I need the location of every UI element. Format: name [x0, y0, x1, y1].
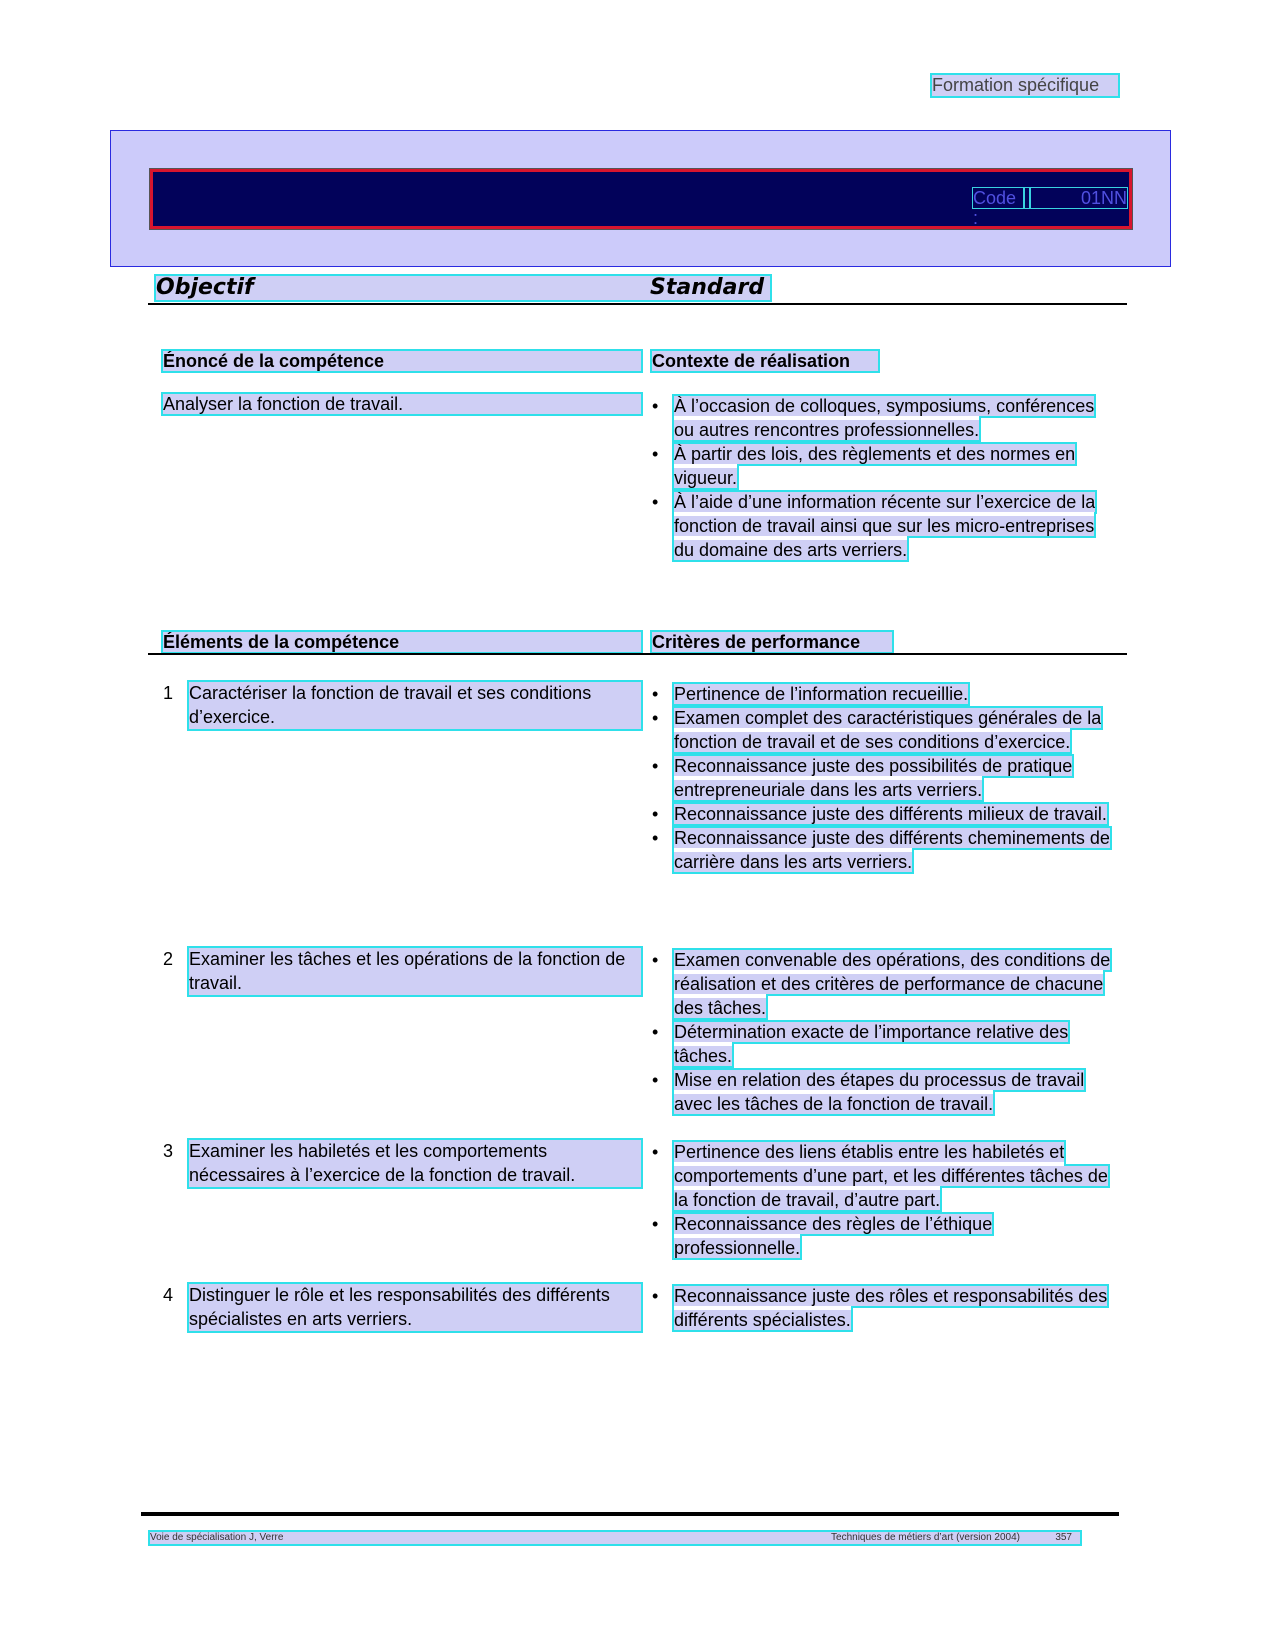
- element-text: Examiner les tâches et les opérations de la fonction de travail.: [189, 948, 641, 995]
- elements-rule: [148, 653, 1127, 655]
- column-heading-objectif: [156, 276, 770, 300]
- competence-statement: Analyser la fonction de travail.: [163, 394, 641, 414]
- element-number: 2: [163, 949, 174, 969]
- criterion-item-text: Pertinence de l’information recueillie.: [674, 684, 969, 704]
- bullet-icon: •: [652, 492, 659, 512]
- title-panel: [110, 130, 1171, 267]
- context-item-text: À l’occasion de colloques, symposiums, conférences ou autres rencontres professionnelles.: [674, 396, 1095, 440]
- criterion-item: [652, 1020, 1112, 1068]
- bullet-icon: •: [652, 1214, 659, 1234]
- bullet-icon: •: [652, 950, 659, 970]
- criterion-item: [652, 706, 1112, 754]
- context-item: [652, 490, 1112, 562]
- code-label: Code :: [973, 188, 1023, 208]
- bullet-icon: •: [652, 756, 659, 776]
- bullet-icon: •: [652, 804, 659, 824]
- element-text: Distinguer le rôle et les responsabilités des différents spécialistes en arts verriers.: [189, 1284, 641, 1331]
- context-item-text: À partir des lois, des règlements et des normes en vigueur.: [674, 444, 1076, 488]
- bullet-icon: •: [652, 828, 659, 848]
- bullet-icon: •: [652, 1286, 659, 1306]
- footer-page-number: 357: [1055, 1532, 1072, 1543]
- criterion-item-text: Reconnaissance juste des possibilités de pratique entrepreneuriale dans les arts verriers.: [674, 756, 1073, 800]
- criterion-item: [652, 948, 1112, 1020]
- elements-heading: Éléments de la compétence: [163, 632, 641, 652]
- context-item: [652, 442, 1112, 490]
- footer-right: Techniques de métiers d’art (version 2004): [831, 1532, 1020, 1543]
- criterion-item: [652, 1068, 1112, 1116]
- criterion-item-text: Pertinence des liens établis entre les habiletés et comportements d’une part, et les différentes tâches de la fonction de travail, d’autre part.: [674, 1142, 1108, 1210]
- criterion-item-text: Reconnaissance juste des rôles et responsabilités des différents spécialistes.: [674, 1286, 1108, 1330]
- bullet-icon: •: [652, 708, 659, 728]
- element-text: Examiner les habiletés et les comportements nécessaires à l’exercice de la fonction de travail.: [189, 1140, 641, 1187]
- criterion-item-text: Reconnaissance des règles de l’éthique professionnelle.: [674, 1214, 993, 1258]
- criteria-list: [652, 1284, 1112, 1332]
- footer-left: Voie de spécialisation J, Verre: [150, 1532, 284, 1543]
- criterion-item-text: Examen complet des caractéristiques générales de la fonction de travail et de ses conditions d’exercice.: [674, 708, 1102, 752]
- criterion-item: [652, 1284, 1112, 1332]
- criterion-item-text: Reconnaissance juste des différents cheminements de carrière dans les arts verriers.: [674, 828, 1110, 872]
- title-bar: [150, 169, 1132, 229]
- criterion-item: [652, 754, 1112, 802]
- element-number: 1: [163, 683, 174, 703]
- code-separator: [1025, 188, 1029, 208]
- criteria-list: [652, 948, 1112, 1116]
- code-value: 01NN: [1031, 188, 1127, 208]
- criteria-list: [652, 682, 1112, 874]
- criterion-item: [652, 682, 1112, 706]
- bullet-icon: •: [652, 684, 659, 704]
- header-label: Formation spécifique: [932, 75, 1118, 96]
- bullet-icon: •: [652, 444, 659, 464]
- criterion-item-text: Détermination exacte de l’importance relative des tâches.: [674, 1022, 1069, 1066]
- criterion-item: [652, 826, 1112, 874]
- bullet-icon: •: [652, 1070, 659, 1090]
- context-item-text: À l’aide d’une information récente sur l’exercice de la fonction de travail ainsi que sur les micro-entreprises du domaine des arts verriers.: [674, 492, 1096, 560]
- criterion-item-text: Reconnaissance juste des différents milieux de travail.: [674, 804, 1107, 824]
- column-heading-left: Objectif: [156, 275, 254, 300]
- heading-rule: [148, 303, 1127, 305]
- footer-bar: [150, 1532, 1080, 1544]
- criterion-item-text: Examen convenable des opérations, des conditions de réalisation et des critères de performance de chacune des tâches.: [674, 950, 1111, 1018]
- bullet-icon: •: [652, 396, 659, 416]
- element-text: Caractériser la fonction de travail et ses conditions d’exercice.: [189, 682, 641, 729]
- criteria-heading: Critères de performance: [652, 632, 892, 652]
- context-list: [652, 394, 1112, 562]
- criteria-list: [652, 1140, 1112, 1260]
- bullet-icon: •: [652, 1142, 659, 1162]
- bullet-icon: •: [652, 1022, 659, 1042]
- context-heading: Contexte de réalisation: [652, 351, 878, 371]
- criterion-item: [652, 802, 1112, 826]
- criterion-item-text: Mise en relation des étapes du processus de travail avec les tâches de la fonction de travail.: [674, 1070, 1085, 1114]
- criterion-item: [652, 1212, 1112, 1260]
- element-number: 3: [163, 1141, 174, 1161]
- column-heading-right: Standard: [650, 275, 765, 300]
- element-number: 4: [163, 1285, 174, 1305]
- footer-rule: [141, 1512, 1119, 1516]
- context-item: [652, 394, 1112, 442]
- criterion-item: [652, 1140, 1112, 1212]
- statement-heading: Énoncé de la compétence: [163, 351, 641, 371]
